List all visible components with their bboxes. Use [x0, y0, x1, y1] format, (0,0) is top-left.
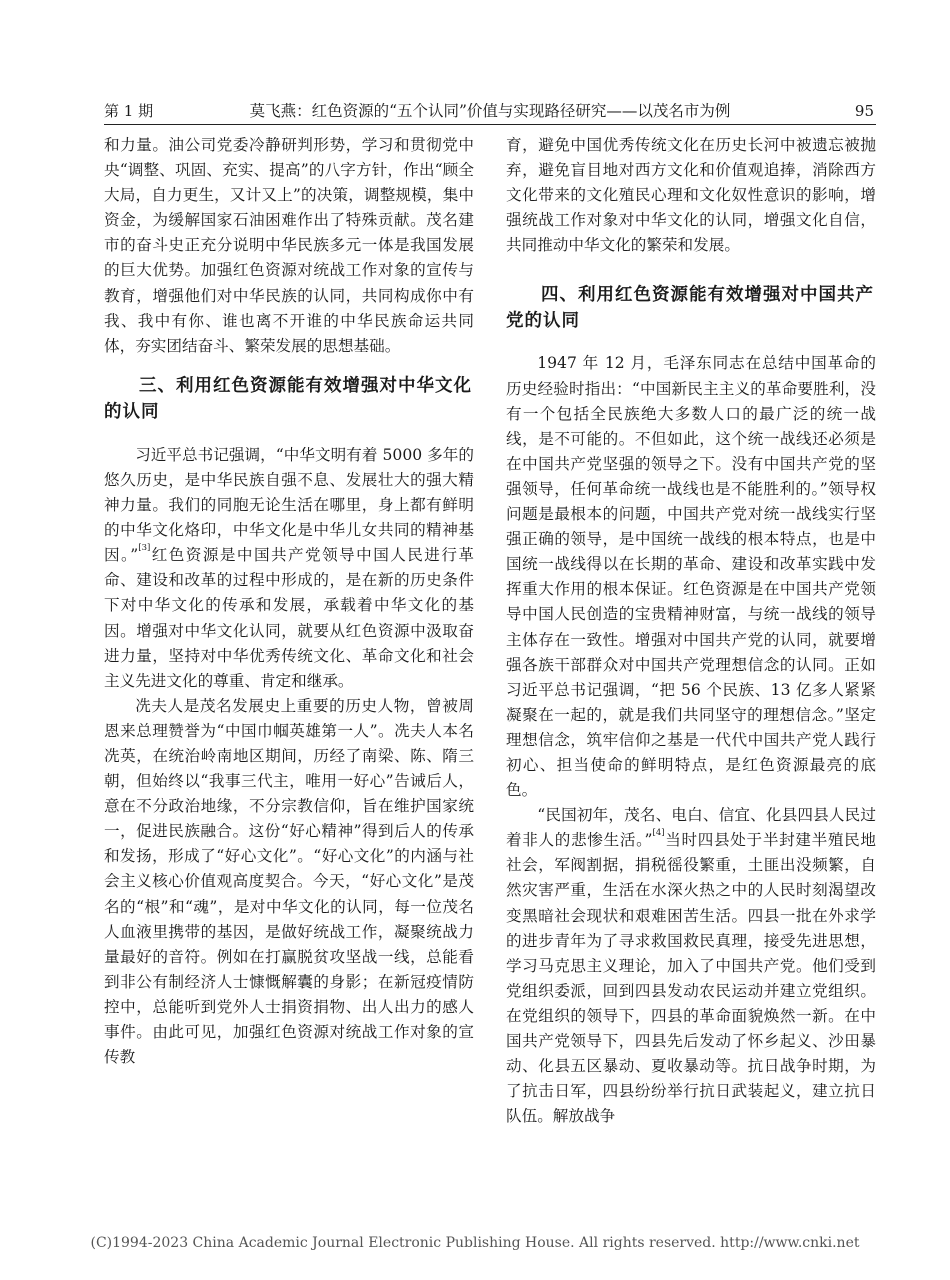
paragraph-text: “民国初年，茂名、电白、信宜、化县四县人民过着非人的悲惨生活。”	[506, 806, 876, 850]
issue-number: 第 1 期	[104, 102, 154, 120]
running-header	[104, 98, 876, 125]
citation-ref[interactable]: [4]	[652, 828, 665, 839]
left-column	[104, 133, 474, 1070]
paragraph	[104, 443, 474, 694]
paragraph-text: 红色资源是中国共产党领导中国人民进行革命、建设和改革的过程中形成的，是在新的历史条件下对中华文化的传承和发展，承载着中华文化的基因。增强对中华文化认同，就要从红色资源中汲取奋进力量，坚持对中华优秀传统文化、革命文化和社会主义先进文化的尊重、肯定和继承。	[104, 546, 474, 690]
continued-paragraph: 育，避免中国优秀传统文化在历史长河中被遗忘被抛弃，避免盲目地对西方文化和价值观追捧，消除西方文化带来的文化殖民心理和文化奴性意识的影响，增强统战工作对象对中华文化的认同，增强文化自信，共同推动中华文化的繁荣和发展。	[506, 136, 876, 255]
page-number: 95	[854, 102, 874, 120]
section-heading-4: 四、利用红色资源能有效增强对中国共产党的认同	[506, 285, 874, 332]
section-heading-3: 三、利用红色资源能有效增强对中华文化的认同	[104, 375, 472, 422]
continued-paragraph: 和力量。油公司党委冷静研判形势，学习和贯彻党中央“调整、巩固、充实、提高”的八字方针，作出“顾全大局，自力更生，又计又上”的决策，调整规模，集中资金，为缓解国家石油困难作出了特殊贡献。茂名建市的奋斗史正充分说明中华民族多元一体是我国发展的巨大优势。加强红色资源对统战工作对象的宣传与教育，增强他们对中华民族的认同，共同构成你中有我、我中有你、谁也离不开谁的中华民族命运共同体，夯实团结奋斗、繁荣发展的思想基础。	[104, 136, 474, 355]
running-title: 莫飞燕：红色资源的“五个认同”价值与实现路径研究——以茂名市为例	[249, 102, 731, 120]
paragraph: 冼夫人是茂名发展史上重要的历史人物，曾被周恩来总理赞誉为“中国巾帼英雄第一人”。冼夫人本名冼英，在统治岭南地区期间，历经了南梁、陈、隋三朝，但始终以“我事三代主，唯用一好心”告诫后人，意在不分政治地缘，不分宗教信仰，旨在维护国家统一，促进民族融合。这份“好心精神”得到后人的传承和发扬，形成了“好心文化”。“好心文化”的内涵与社会主义核心价值观高度契合。今天，“好心文化”是茂名的“根”和“魂”，是对中华文化的认同，每一位茂名人血液里携带的基因，是做好统战工作，凝聚统战力量最好的音符。例如在打赢脱贫攻坚战一线，总能看到非公有制经济人士慷慨解囊的身影；在新冠疫情防控中，总能听到党外人士捐资捐物、出人出力的感人事件。由此可见，加强红色资源对统战工作对象的宣传教	[104, 696, 474, 1067]
right-column	[506, 133, 876, 1129]
paragraph: 1947 年 12 月，毛泽东同志在总结中国革命的历史经验时指出：“中国新民主主义的革命要胜利，没有一个包括全民族绝大多数人口的最广泛的统一战线，是不可能的。不但如此，这个统一战线还必须是在中国共产党坚强的领导之下。没有中国共产党的坚强领导，任何革命统一战线也是不能胜利的。”领导权问题是最根本的问题，中国共产党对统一战线实行坚强正确的领导，是中国统一战线的根本特点，也是中国统一战线得以在长期的革命、建设和改革实践中发挥重大作用的根本保证。红色资源是在中国共产党领导中国人民创造的宝贵精神财富，与统一战线的领导主体存在一致性。增强对中国共产党的认同，就要增强各族干部群众对中国共产党理想信念的认同。正如习近平总书记强调，“把 56 个民族、13 亿多人紧紧凝聚在一起的，就是我们共同坚守的理想信念。”坚定理想信念，筑牢信仰之基是一代代中国共产党人践行初心、担当使命的鲜明特点，是红色资源最亮的底色。	[506, 354, 876, 800]
paragraph-text: 当时四县处于半封建半殖民地社会，军阀割据，捐税徭役繁重，土匪出没频繁，自然灾害严重，生活在水深火热之中的人民时刻渴望改变黑暗社会现状和艰难困苦生活。四县一批在外求学的进步青年为了寻求救国救民真理，接受先进思想，学习马克思主义理论，加入了中国共产党。他们受到党组织委派，回到四县发动农民运动并建立党组织。在党组织的领导下，四县的革命面貌焕然一新。在中国共产党领导下，四县先后发动了怀乡起义、沙田暴动、化县五区暴动、夏收暴动等。抗日战争时期，为了抗击日军，四县纷纷举行抗日武装起义，建立抗日队伍。解放战争	[506, 831, 876, 1126]
citation-ref[interactable]: [3]	[138, 543, 151, 554]
paragraph-text: 习近平总书记强调，“中华文明有着 5000 多年的悠久历史，是中华民族自强不息、发展壮大的强大精神力量。我们的同胞无论生活在哪里，身上都有鲜明的中华文化烙印，中华文化是中华儿女共同的精神基因。”	[104, 445, 474, 565]
paragraph	[506, 803, 876, 1129]
copyright-footer: (C)1994-2023 China Academic Journal Electronic Publishing House. All rights reserved. http://www.cnki.net	[90, 1235, 860, 1251]
